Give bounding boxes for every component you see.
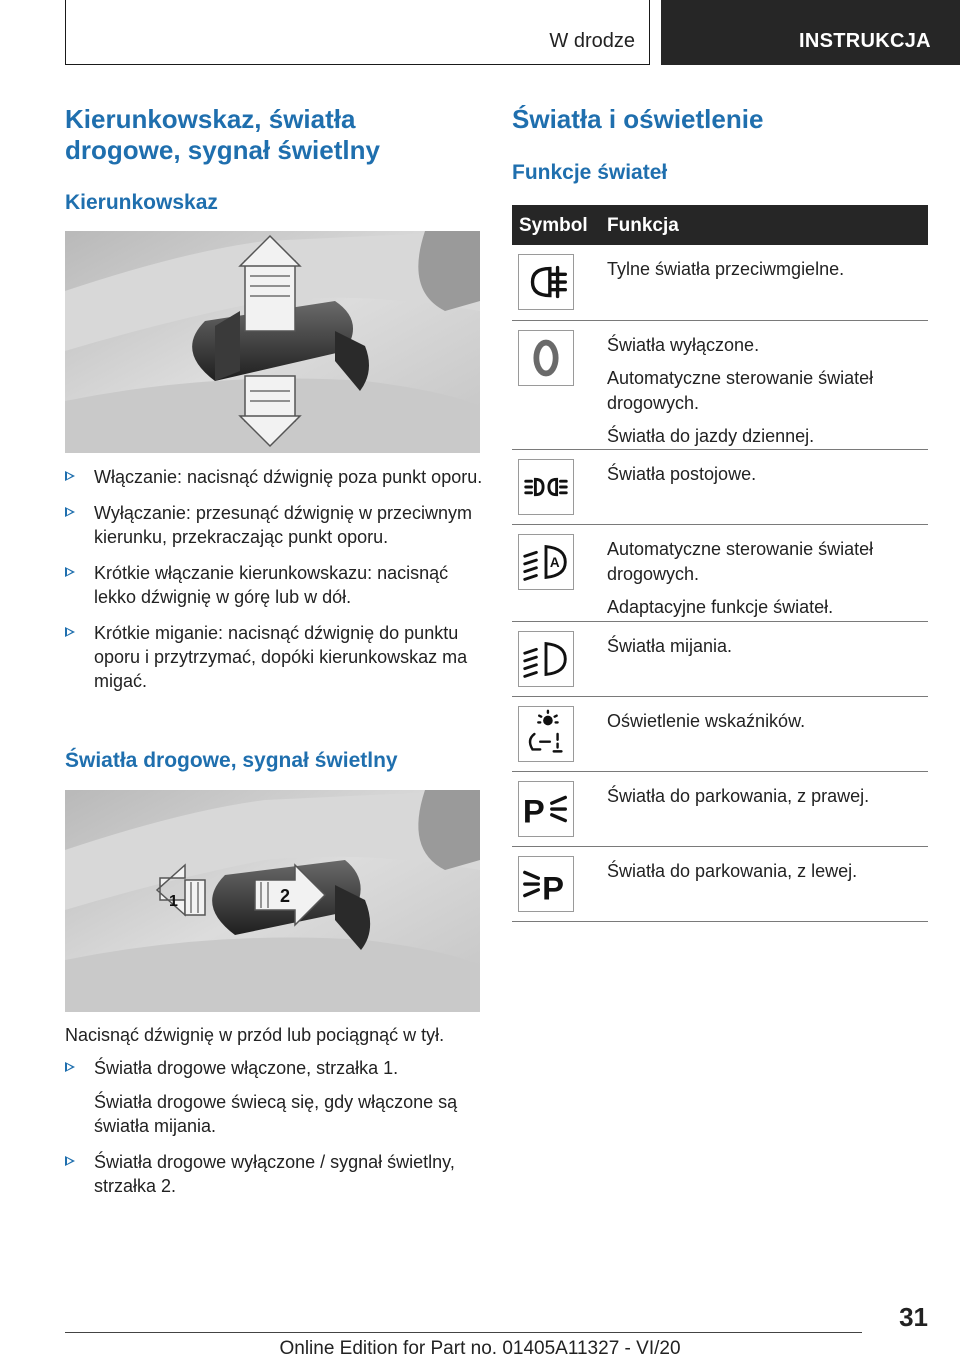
function-cell: Światła do parkowania, z lewej. xyxy=(607,861,858,881)
rear-fog-light-icon xyxy=(518,254,574,310)
bullet-triangle-icon xyxy=(65,567,75,577)
table-row xyxy=(512,450,928,525)
page-number: 31 xyxy=(899,1302,928,1332)
bullet-triangle-icon xyxy=(65,1156,75,1166)
header-tab-label: INSTRUKCJA xyxy=(799,30,931,52)
table-row xyxy=(512,772,928,847)
column-header-symbol: Symbol xyxy=(519,215,588,236)
list-item: Światła drogowe wyłączone / sygnał świetlny, strzałka 2. xyxy=(65,1150,485,1198)
bullet-triangle-icon xyxy=(65,471,75,481)
function-cell: Światła do parkowania, z prawej. xyxy=(607,786,870,806)
parking-light-left-icon xyxy=(518,856,574,912)
list-item: Krótkie miganie: nacisnąć dźwignię do punktu oporu i przytrzymać, dopóki kierunkowskaz ma migać. xyxy=(65,621,485,693)
function-cell: Oświetlenie wskaźników. xyxy=(607,711,806,731)
parking-lights-icon xyxy=(518,459,574,515)
function-cell: Światła wyłączone. Automatyczne sterowanie świateł drogowych. Światła do jazdy dziennej. xyxy=(607,335,874,446)
auto-headlight-icon xyxy=(518,534,574,590)
function-cell: Światła mijania. xyxy=(607,636,733,656)
table-row xyxy=(512,697,928,772)
function-cell: Automatyczne sterowanie świateł drogowych. Adaptacyjne funkcje świateł. xyxy=(607,539,874,617)
left-title: Kierunkowskaz, światła drogowe, sygnał świetlny xyxy=(65,104,380,165)
turn-signal-list xyxy=(65,465,485,705)
svg-text:P: P xyxy=(522,792,545,830)
column-header-function: Funkcja xyxy=(607,215,679,236)
high-beam-lever-photo xyxy=(65,790,480,1012)
arrow-label-1: 1 xyxy=(169,893,178,910)
header-tab[interactable] xyxy=(661,0,960,65)
function-cell: Światła postojowe. xyxy=(607,464,757,484)
table-header xyxy=(512,205,928,245)
function-cell: Tylne światła przeciwmgielne. xyxy=(607,259,845,279)
high-beam-heading: Światła drogowe, sygnał świetlny xyxy=(65,749,398,772)
high-beam-list xyxy=(65,1056,485,1210)
table-row xyxy=(512,245,928,321)
bullet-triangle-icon xyxy=(65,1062,75,1072)
right-title: Światła i oświetlenie xyxy=(512,104,764,134)
table-row xyxy=(512,622,928,697)
footer-divider xyxy=(65,1332,862,1333)
edition-footer: Online Edition for Part no. 01405A11327 - VI/20 xyxy=(279,1338,681,1359)
section-title: W drodze xyxy=(549,30,635,52)
lights-off-icon xyxy=(518,330,574,386)
instrument-lighting-icon xyxy=(518,706,574,762)
turn-signal-lever-photo xyxy=(65,231,480,453)
list-item: Światła drogowe włączone, strzałka 1. Światła drogowe świecą się, gdy włączone są światła mijania. xyxy=(65,1056,485,1138)
table-row xyxy=(512,847,928,922)
svg-text:A: A xyxy=(549,554,560,570)
list-item: Wyłączanie: przesunąć dźwignię w przeciwnym kierunku, przekraczając punkt oporu. xyxy=(65,501,485,549)
list-item: Krótkie włączanie kierunkowskazu: nacisnąć lekko dźwignię w górę lub w dół. xyxy=(65,561,485,609)
bullet-triangle-icon xyxy=(65,507,75,517)
svg-text:P: P xyxy=(542,869,565,907)
turn-signal-heading: Kierunkowskaz xyxy=(65,191,218,214)
table-row xyxy=(512,321,928,450)
header-frame xyxy=(65,0,650,65)
table-row xyxy=(512,525,928,622)
light-functions-heading: Funkcje świateł xyxy=(512,161,668,184)
low-beam-icon xyxy=(518,631,574,687)
arrow-label-2: 2 xyxy=(280,886,291,906)
parking-light-right-icon xyxy=(518,781,574,837)
high-beam-intro: Nacisnąć dźwignię w przód lub pociągnąć w tył. xyxy=(65,1025,445,1045)
list-item: Włączanie: nacisnąć dźwignię poza punkt oporu. xyxy=(65,465,485,489)
bullet-triangle-icon xyxy=(65,627,75,637)
light-functions-table xyxy=(512,205,928,922)
